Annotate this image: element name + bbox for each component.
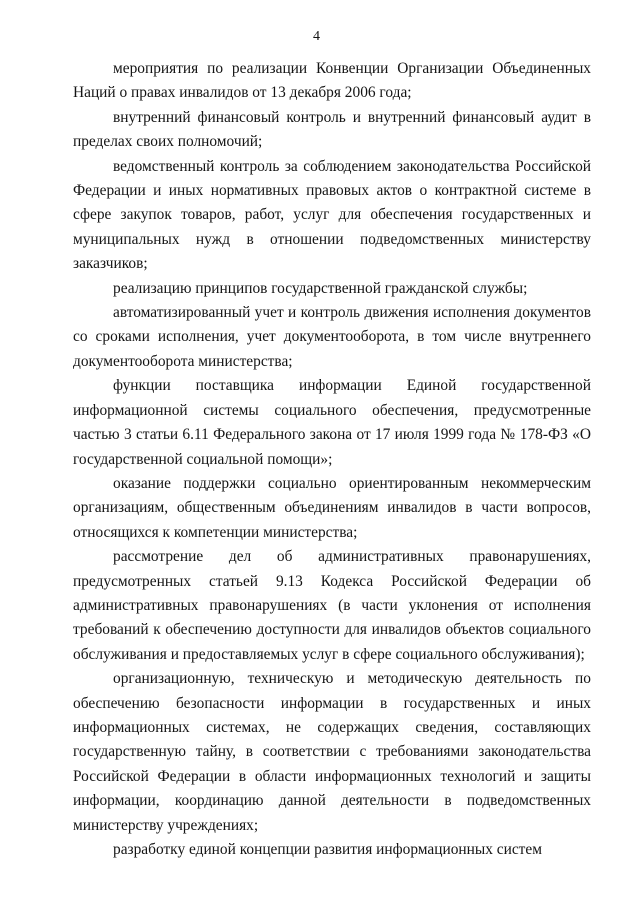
paragraph-document-control: автоматизированный учет и контроль движения исполнения документов со сроками исполнения, учет документооборота, в том числе внутреннего документооборота министерства; <box>73 304 591 370</box>
paragraph-civil-service: реализацию принципов государственной гражданской службы; <box>113 279 528 297</box>
paragraph-financial-control: внутренний финансовый контроль и внутренний финансовый аудит в пределах своих полномочий; <box>73 108 591 151</box>
paragraph-concept-development: разработку единой концепции развития информационных систем <box>113 841 542 858</box>
paragraph-information-supplier: функции поставщика информации Единой государственной информационной системы социального обеспечения, предусмотренные частью 3 статьи 6.11 Федерального закона от 17 июля 1999 года № 178-ФЗ «О государственной социальной помощи»; <box>73 377 591 468</box>
paragraph-information-security: организационную, техническую и методическую деятельность по обеспечению безопасности информации в государственных и иных информационных системах, не содержащих сведения, составляющих государственную тайну, в соответствии с требованиями законодательства Российской Федерации в области информационных технологий и защиты информации, координацию данной деятельности в подведомственных министерству учреждениях; <box>73 670 591 834</box>
document-body <box>73 57 591 862</box>
page-number: 4 <box>313 29 320 44</box>
paragraph-procurement-control: ведомственный контроль за соблюдением законодательства Российской Федерации и иных нормативных правовых актов о контрактной системе в сфере закупок товаров, работ, услуг для обеспечения государственных и муниципальных нужд в отношении подведомственных министерству заказчиков; <box>73 157 591 273</box>
paragraph-administrative-offenses: рассмотрение дел об административных правонарушениях, предусмотренных статьей 9.13 Кодекса Российской Федерации об административных правонарушениях (в части уклонения от исполнения требований к обеспечению доступности для инвалидов объектов социального обслуживания и предоставляемых услуг в сфере социального обслуживания); <box>73 548 591 663</box>
paragraph-un-convention: мероприятия по реализации Конвенции Организации Объединенных Наций о правах инвалидов от 13 декабря 2006 года; <box>73 60 591 102</box>
paragraph-nonprofit-support: оказание поддержки социально ориентированным некоммерческим организациям, общественным объединениям инвалидов в части вопросов, относящихся к компетенции министерства; <box>73 474 591 541</box>
